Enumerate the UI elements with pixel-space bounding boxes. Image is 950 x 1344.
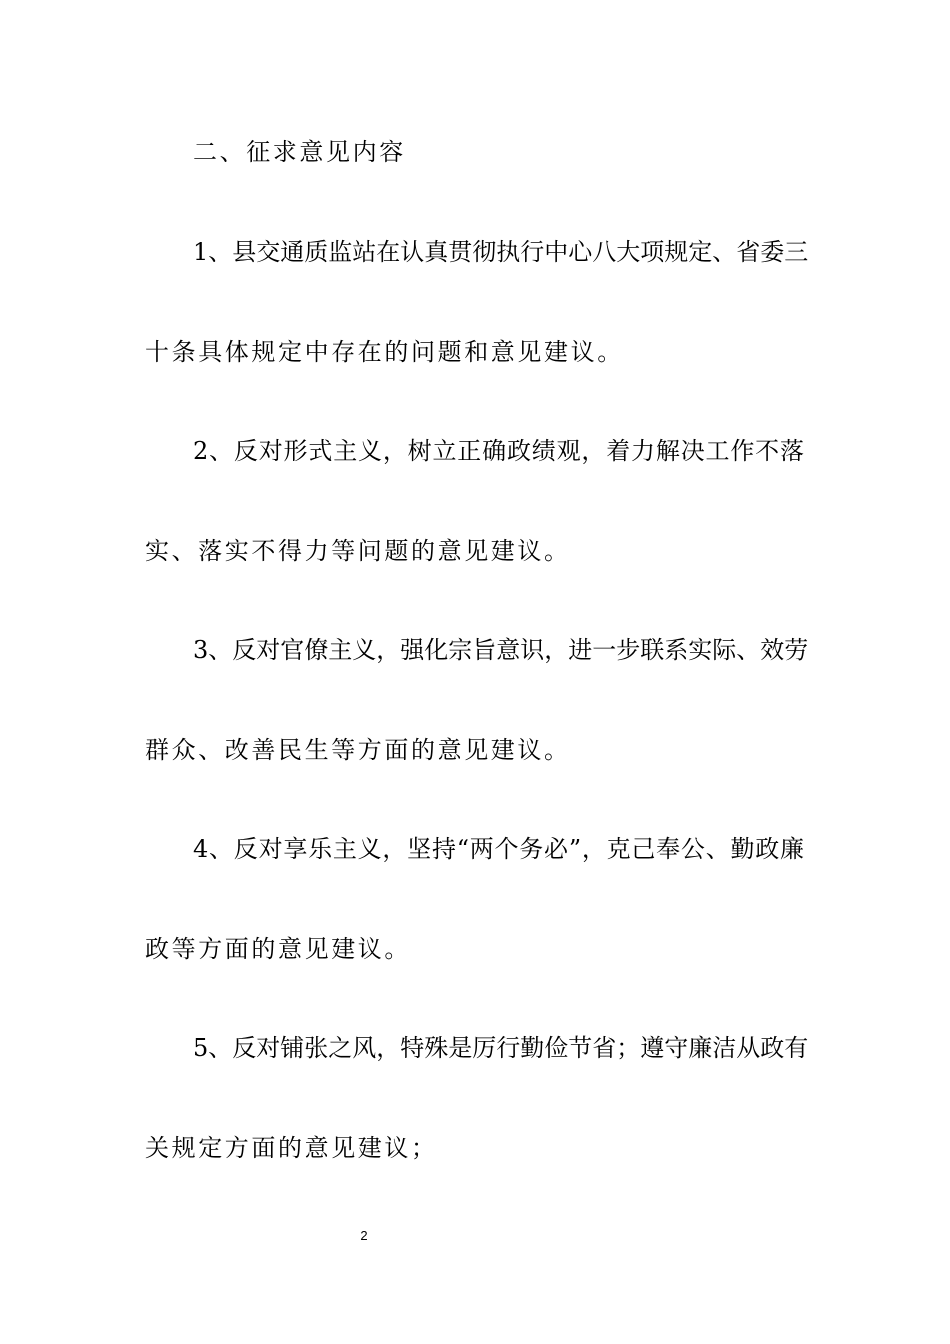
section-heading: 二、征求意见内容 [193, 138, 406, 166]
item-5-line-1: 5、反对铺张之风，特殊是厉行勤俭节省；遵守廉洁从政有 [193, 1034, 809, 1062]
item-2-line-2: 实、落实不得力等问题的意见建议。 [145, 537, 571, 565]
page-number: 2 [360, 1228, 368, 1243]
item-5-line-2: 关规定方面的意见建议； [145, 1134, 438, 1162]
item-4-line-1: 4、反对享乐主义，坚持“两个务必”，克己奉公、勤政廉 [193, 835, 804, 863]
item-1-line-2: 十条具体规定中存在的问题和意见建议。 [145, 338, 624, 366]
item-4-line-2: 政等方面的意见建议。 [145, 935, 411, 963]
item-2-line-1: 2、反对形式主义，树立正确政绩观，着力解决工作不落 [193, 437, 804, 465]
item-3-line-2: 群众、改善民生等方面的意见建议。 [145, 736, 571, 764]
item-1-line-1: 1、县交通质监站在认真贯彻执行中心八大项规定、省委三 [193, 238, 809, 266]
item-3-line-1: 3、反对官僚主义，强化宗旨意识，进一步联系实际、效劳 [193, 636, 809, 664]
